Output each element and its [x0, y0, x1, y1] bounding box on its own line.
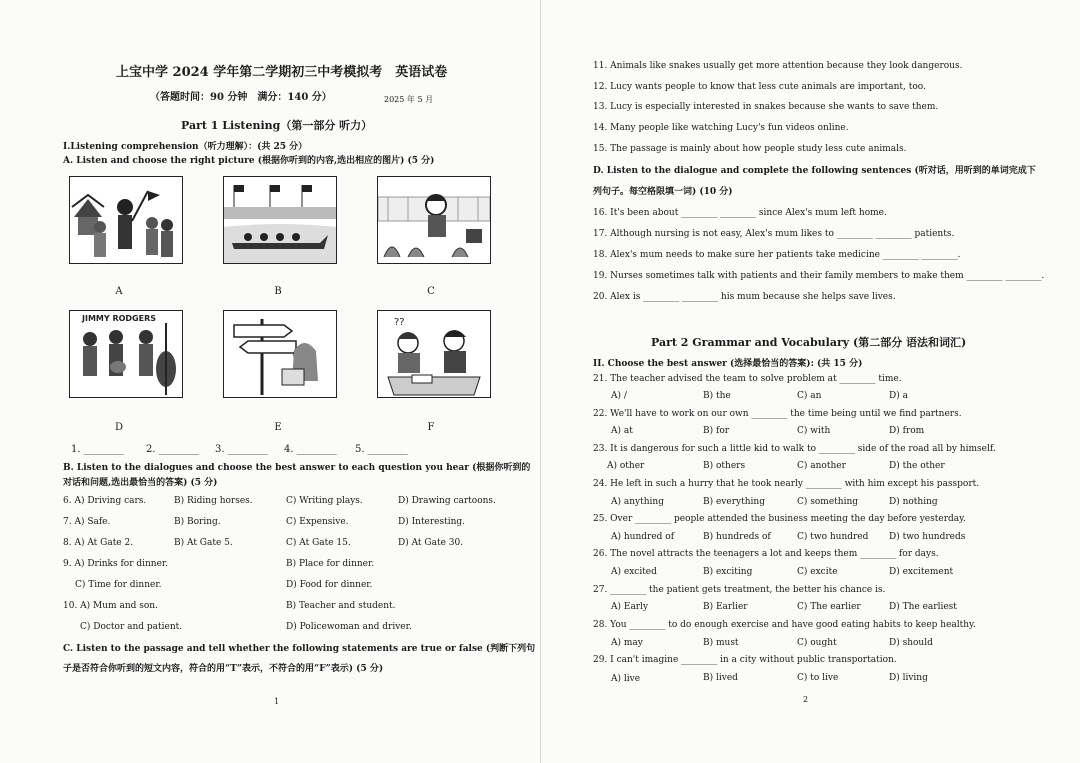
q28-option-a[interactable]: A) may — [611, 638, 643, 648]
fill-17[interactable]: 17. Although nursing is not easy, Alex's mum likes to ________ ________ patients. — [593, 229, 955, 239]
q29-option-b[interactable]: B) lived — [703, 673, 738, 683]
picture-b-label: B — [274, 286, 282, 297]
picture-e — [223, 310, 337, 398]
picture-e-label: E — [274, 422, 282, 433]
picture-f — [377, 310, 491, 398]
band-sign-text: JIMMY RODGERS — [82, 314, 157, 323]
exam-date: 2025 年 5 月 — [384, 95, 434, 104]
q27-option-c[interactable]: C) The earlier — [797, 602, 861, 612]
q24-option-a[interactable]: A) anything — [611, 497, 664, 507]
q6-option-d[interactable]: D) Drawing cartoons. — [398, 496, 496, 506]
q10-option-c[interactable]: C) Doctor and patient. — [80, 622, 183, 632]
q23-stem: 23. It is dangerous for such a little kid to walk to ________ side of the road all by himself. — [593, 444, 996, 454]
fill-19[interactable]: 19. Nurses sometimes talk with patients and their family members to make them ________ ________. — [593, 271, 1045, 281]
q7-option-b[interactable]: B) Boring. — [174, 517, 221, 527]
statement-11: 11. Animals like snakes usually get more attention because they look dangerous. — [593, 61, 963, 71]
section-b-heading-2: 对话和问题,选出最恰当的答案) (5 分) — [63, 478, 218, 488]
section-1-heading: I.Listening comprehension（听力理解）：(共 25 分） — [63, 142, 308, 152]
signpost-girl-icon — [224, 311, 336, 397]
q26-option-a[interactable]: A) excited — [611, 567, 657, 577]
q23-option-c[interactable]: C) another — [797, 461, 846, 471]
q22-option-c[interactable]: C) with — [797, 426, 831, 436]
q29-option-a[interactable]: A) live — [611, 674, 641, 684]
q24-option-b[interactable]: B) everything — [703, 497, 765, 507]
picture-d-label: D — [114, 422, 124, 433]
dragon-boat-icon — [224, 177, 336, 263]
q27-option-b[interactable]: B) Earlier — [703, 602, 748, 612]
statement-14: 14. Many people like watching Lucy's fun videos online. — [593, 123, 849, 133]
q26-option-c[interactable]: C) excite — [797, 567, 838, 577]
page-number-1: 1 — [274, 697, 280, 706]
q26-option-b[interactable]: B) exciting — [703, 567, 753, 577]
section-d-heading: D. Listen to the dialogue and complete the following sentences (听对话，用听到的单词完成下 — [593, 166, 1036, 176]
q8-option-a[interactable]: 8. A) At Gate 2. — [63, 538, 134, 548]
section-c-heading: C. Listen to the passage and tell whether the following statements are true or false (判断下列句 — [63, 644, 536, 654]
q6-option-b[interactable]: B) Riding horses. — [174, 496, 253, 506]
q24-option-d[interactable]: D) nothing — [889, 497, 938, 507]
section-c-heading-2: 子是否符合你听到的短文内容，符合的用“T”表示，不符合的用“F”表示) (5 分) — [63, 664, 384, 674]
q24-option-c[interactable]: C) something — [797, 497, 859, 507]
answer-blank-1[interactable]: 1. ________ — [71, 444, 124, 455]
q8-option-d[interactable]: D) At Gate 30. — [398, 538, 464, 548]
q21-option-b[interactable]: B) the — [703, 391, 731, 401]
q22-stem: 22. We'll have to work on our own ________ the time being until we find partners. — [593, 409, 962, 419]
exam-title: 上宝中学 2024 学年第二学期初三中考模拟考 英语试卷 — [116, 65, 448, 80]
picture-a-label: A — [115, 286, 123, 297]
q21-stem: 21. The teacher advised the team to solve problem at ________ time. — [593, 374, 902, 384]
statement-13: 13. Lucy is especially interested in snakes because she wants to save them. — [593, 102, 939, 112]
svg-text:??: ?? — [394, 317, 405, 328]
exam-subtitle: （答题时间：90 分钟 满分：140 分） — [150, 92, 332, 103]
answer-blank-3[interactable]: 3. ________ — [215, 444, 268, 455]
students-studying-icon — [378, 311, 490, 397]
q10-option-a[interactable]: 10. A) Mum and son. — [63, 601, 158, 611]
gardening-girl-icon — [378, 177, 490, 263]
part1-heading: Part 1 Listening（第一部分 听力） — [181, 119, 373, 132]
q28-option-c[interactable]: C) ought — [797, 638, 837, 648]
q27-stem: 27. ________ the patient gets treatment, the better his chance is. — [593, 585, 886, 595]
q27-option-d[interactable]: D) The earliest — [889, 602, 957, 612]
statement-15: 15. The passage is mainly about how people study less cute animals. — [593, 144, 907, 154]
statement-12: 12. Lucy wants people to know that less cute animals are important, too. — [593, 82, 926, 92]
q22-option-b[interactable]: B) for — [703, 426, 730, 436]
q7-option-a[interactable]: 7. A) Safe. — [63, 517, 111, 527]
q25-option-a[interactable]: A) hundred of — [611, 532, 675, 542]
answer-blank-4[interactable]: 4. ________ — [284, 444, 337, 455]
q6-option-c[interactable]: C) Writing plays. — [286, 496, 363, 506]
q8-option-b[interactable]: B) At Gate 5. — [174, 538, 233, 548]
q7-option-d[interactable]: D) Interesting. — [398, 517, 466, 527]
q21-option-c[interactable]: C) an — [797, 391, 822, 401]
q25-option-c[interactable]: C) two hundred — [797, 532, 869, 542]
page-2 — [541, 0, 1080, 763]
page-number-2: 2 — [803, 695, 809, 704]
fill-18[interactable]: 18. Alex's mum needs to make sure her patients take medicine ________ ________. — [593, 250, 961, 260]
q9-option-b[interactable]: B) Place for dinner. — [286, 559, 375, 569]
q10-option-b[interactable]: B) Teacher and student. — [286, 601, 396, 611]
q25-stem: 25. Over ________ people attended the business meeting the day before yesterday. — [593, 514, 966, 524]
q28-option-b[interactable]: B) must — [703, 638, 739, 648]
q29-stem: 29. I can't imagine ________ in a city without public transportation. — [593, 655, 897, 665]
q7-option-c[interactable]: C) Expensive. — [286, 517, 349, 527]
section-b-heading: B. Listen to the dialogues and choose the best answer to each question you hear (根据你听到的 — [63, 463, 531, 473]
q28-option-d[interactable]: D) should — [889, 638, 933, 648]
picture-a — [69, 176, 183, 264]
q24-stem: 24. He left in such a hurry that he took nearly ________ with him except his passport. — [593, 479, 980, 489]
q23-option-a[interactable]: A) other — [607, 461, 645, 471]
picture-c — [377, 176, 491, 264]
fill-16[interactable]: 16. It's been about ________ ________ since Alex's mum left home. — [593, 208, 887, 218]
q22-option-a[interactable]: A) at — [611, 426, 633, 436]
section-d-heading-2: 列句子。每空格限填一词) (10 分) — [593, 187, 733, 197]
q23-option-b[interactable]: B) others — [703, 461, 746, 471]
section-ii-heading: II. Choose the best answer (选择最恰当的答案): (共 15 分) — [593, 359, 863, 369]
q8-option-c[interactable]: C) At Gate 15. — [286, 538, 351, 548]
q29-option-d[interactable]: D) living — [889, 673, 928, 683]
q26-stem: 26. The novel attracts the teenagers a lot and keeps them ________ for days. — [593, 549, 939, 559]
tour-guide-icon — [70, 177, 182, 263]
q22-option-d[interactable]: D) from — [889, 426, 925, 436]
picture-f-label: F — [427, 422, 435, 433]
answer-blank-5[interactable]: 5. ________ — [355, 444, 408, 455]
q25-option-d[interactable]: D) two hundreds — [889, 532, 966, 542]
section-a-heading: A. Listen and choose the right picture (根据你听到的内容,选出相应的图片) (5 分) — [63, 156, 435, 166]
answer-blank-2[interactable]: 2. ________ — [146, 444, 199, 455]
q9-option-a[interactable]: 9. A) Drinks for dinner. — [63, 559, 169, 569]
q21-option-a[interactable]: A) / — [611, 391, 627, 401]
q10-option-d[interactable]: D) Policewoman and driver. — [286, 622, 412, 632]
q28-stem: 28. You ________ to do enough exercise and have good eating habits to keep healthy. — [593, 620, 976, 630]
q26-option-d[interactable]: D) excitement — [889, 567, 954, 577]
picture-d — [69, 310, 183, 398]
q6-option-a[interactable]: 6. A) Driving cars. — [63, 496, 147, 506]
q27-option-a[interactable]: A) Early — [611, 602, 649, 612]
q21-option-d[interactable]: D) a — [889, 391, 908, 401]
q25-option-b[interactable]: B) hundreds of — [703, 532, 771, 542]
picture-c-label: C — [427, 286, 435, 297]
q23-option-d[interactable]: D) the other — [889, 461, 945, 471]
q9-option-c[interactable]: C) Time for dinner. — [75, 580, 162, 590]
q9-option-d[interactable]: D) Food for dinner. — [286, 580, 373, 590]
fill-20[interactable]: 20. Alex is ________ ________ his mum because she helps save lives. — [593, 292, 896, 302]
band-musicians-icon — [70, 311, 182, 397]
picture-b — [223, 176, 337, 264]
part2-heading: Part 2 Grammar and Vocabulary (第二部分 语法和词汇) — [651, 336, 967, 349]
q29-option-c[interactable]: C) to live — [797, 673, 839, 683]
